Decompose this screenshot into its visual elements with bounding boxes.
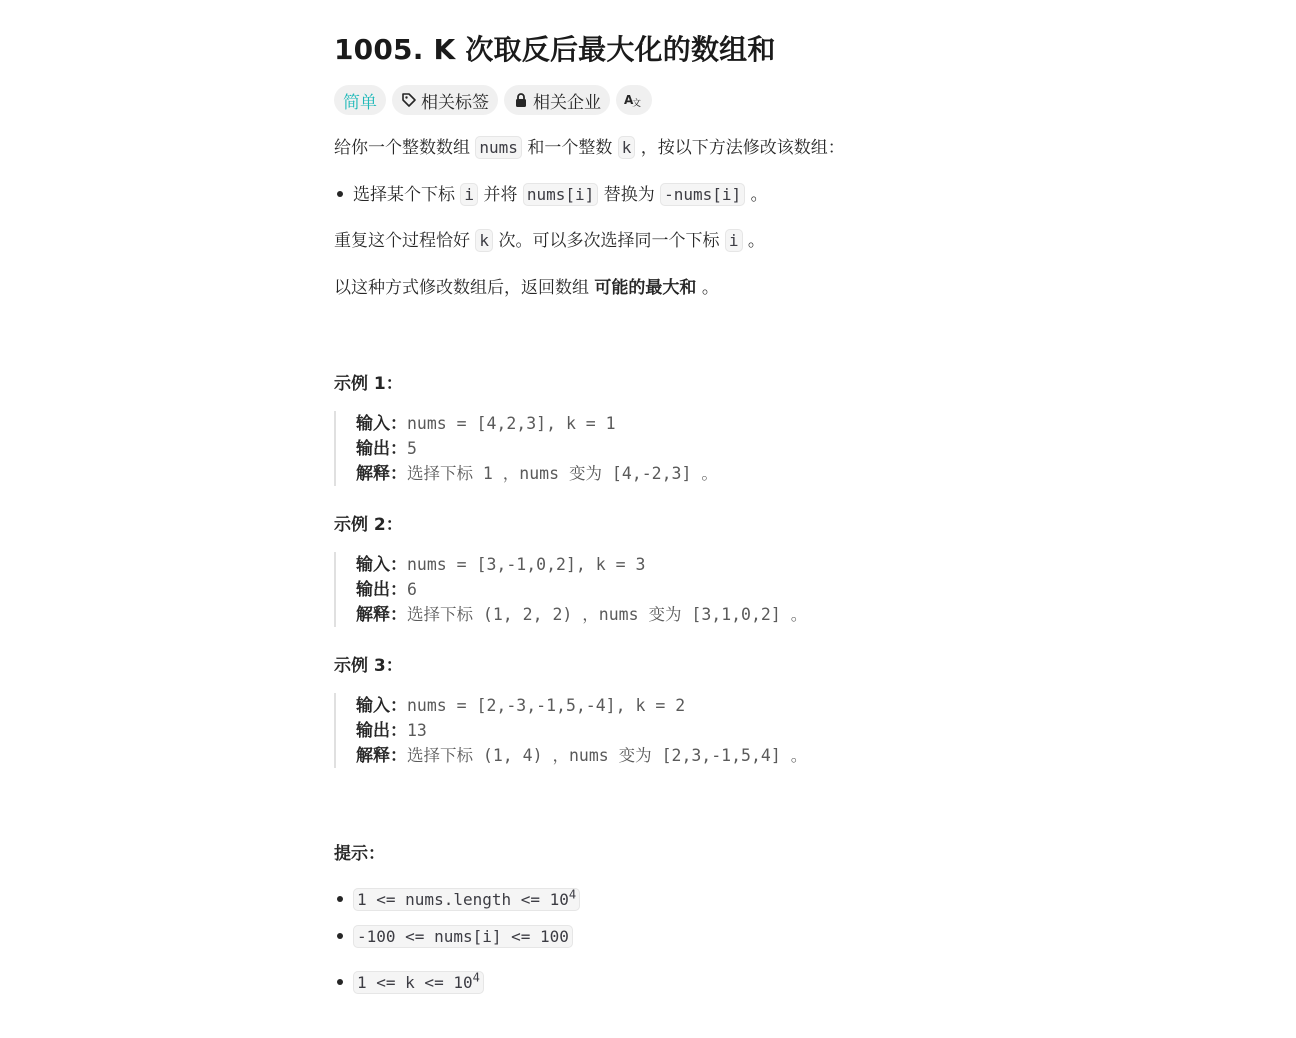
- example-heading: 示例 3：: [334, 656, 403, 676]
- bullet-dot: [337, 933, 343, 939]
- example-input: nums = [2,-3,-1,5,-4], k = 2: [407, 696, 686, 715]
- difficulty-label: 简单: [343, 92, 377, 113]
- description-paragraph-3: 以这种方式修改数组后，返回数组 可能的最大和 。: [334, 278, 719, 298]
- description-paragraph-2: 重复这个过程恰好 k 次。可以多次选择同一个下标 i 。: [334, 231, 765, 251]
- example-input: nums = [3,-1,0,2], k = 3: [407, 555, 646, 574]
- lock-icon: [513, 92, 529, 108]
- constraints-heading: 提示：: [334, 844, 385, 864]
- translate-button[interactable]: [616, 85, 652, 115]
- inline-code: nums[i]: [523, 183, 598, 206]
- related-companies-label: 相关企业: [533, 92, 601, 113]
- constraint-item: [334, 924, 573, 950]
- inline-code: k: [618, 136, 636, 159]
- constraint-code: -100 <= nums[i] <= 100: [353, 925, 573, 948]
- inline-code: i: [460, 183, 478, 206]
- description-paragraph-1: 给你一个整数数组 nums 和一个整数 k ，按以下方法修改该数组：: [334, 138, 845, 158]
- example-block: 输入：nums = [4,2,3], k = 1 输出：5 解释：选择下标 1 ，nums 变为 [4,-2,3] 。: [334, 411, 916, 486]
- bullet-dot: [337, 896, 343, 902]
- example-heading: 示例 1：: [334, 374, 403, 394]
- inline-code: k: [475, 229, 493, 252]
- related-companies-button[interactable]: [504, 85, 610, 115]
- related-tags-label: 相关标签: [421, 92, 489, 113]
- constraint-item: [334, 965, 484, 996]
- svg-text:A: A: [624, 93, 634, 107]
- translate-icon: [623, 92, 641, 108]
- constraint-code: 1 <= nums.length <= $10^4$: [353, 888, 580, 911]
- related-tags-button[interactable]: [392, 85, 498, 115]
- constraint-code: $1 <= k <= 10^4$: [353, 971, 484, 994]
- problem-title: 1005. K 次取反后最大化的数组和: [334, 33, 776, 66]
- inline-code: i: [725, 229, 743, 252]
- inline-code: -nums[i]: [660, 183, 745, 206]
- tag-row: [334, 85, 652, 115]
- bullet-dot: [337, 191, 343, 197]
- example-heading: 示例 2：: [334, 515, 403, 535]
- difficulty-badge[interactable]: [334, 85, 386, 115]
- example-output: 13: [407, 721, 427, 740]
- list-item: 选择某个下标 i 并将 nums[i] 替换为 -nums[i] 。: [334, 182, 768, 208]
- example-block: 输入：nums = [3,-1,0,2], k = 3 输出：6 解释：选择下标 (1, 2, 2) ，nums 变为 [3,1,0,2] 。: [334, 552, 916, 627]
- constraint-item: [334, 882, 580, 913]
- example-output: 5: [407, 439, 417, 458]
- example-input: nums = [4,2,3], k = 1: [407, 414, 616, 433]
- example-block: 输入：nums = [2,-3,-1,5,-4], k = 2 输出：13 解释：选择下标 (1, 4) ，nums 变为 [2,3,-1,5,4] 。: [334, 693, 916, 768]
- example-output: 6: [407, 580, 417, 599]
- svg-text:文: 文: [632, 99, 641, 108]
- inline-code: nums: [475, 136, 522, 159]
- bold-text: 可能的最大和: [594, 278, 697, 298]
- bullet-dot: [337, 979, 343, 985]
- tag-icon: [401, 92, 417, 108]
